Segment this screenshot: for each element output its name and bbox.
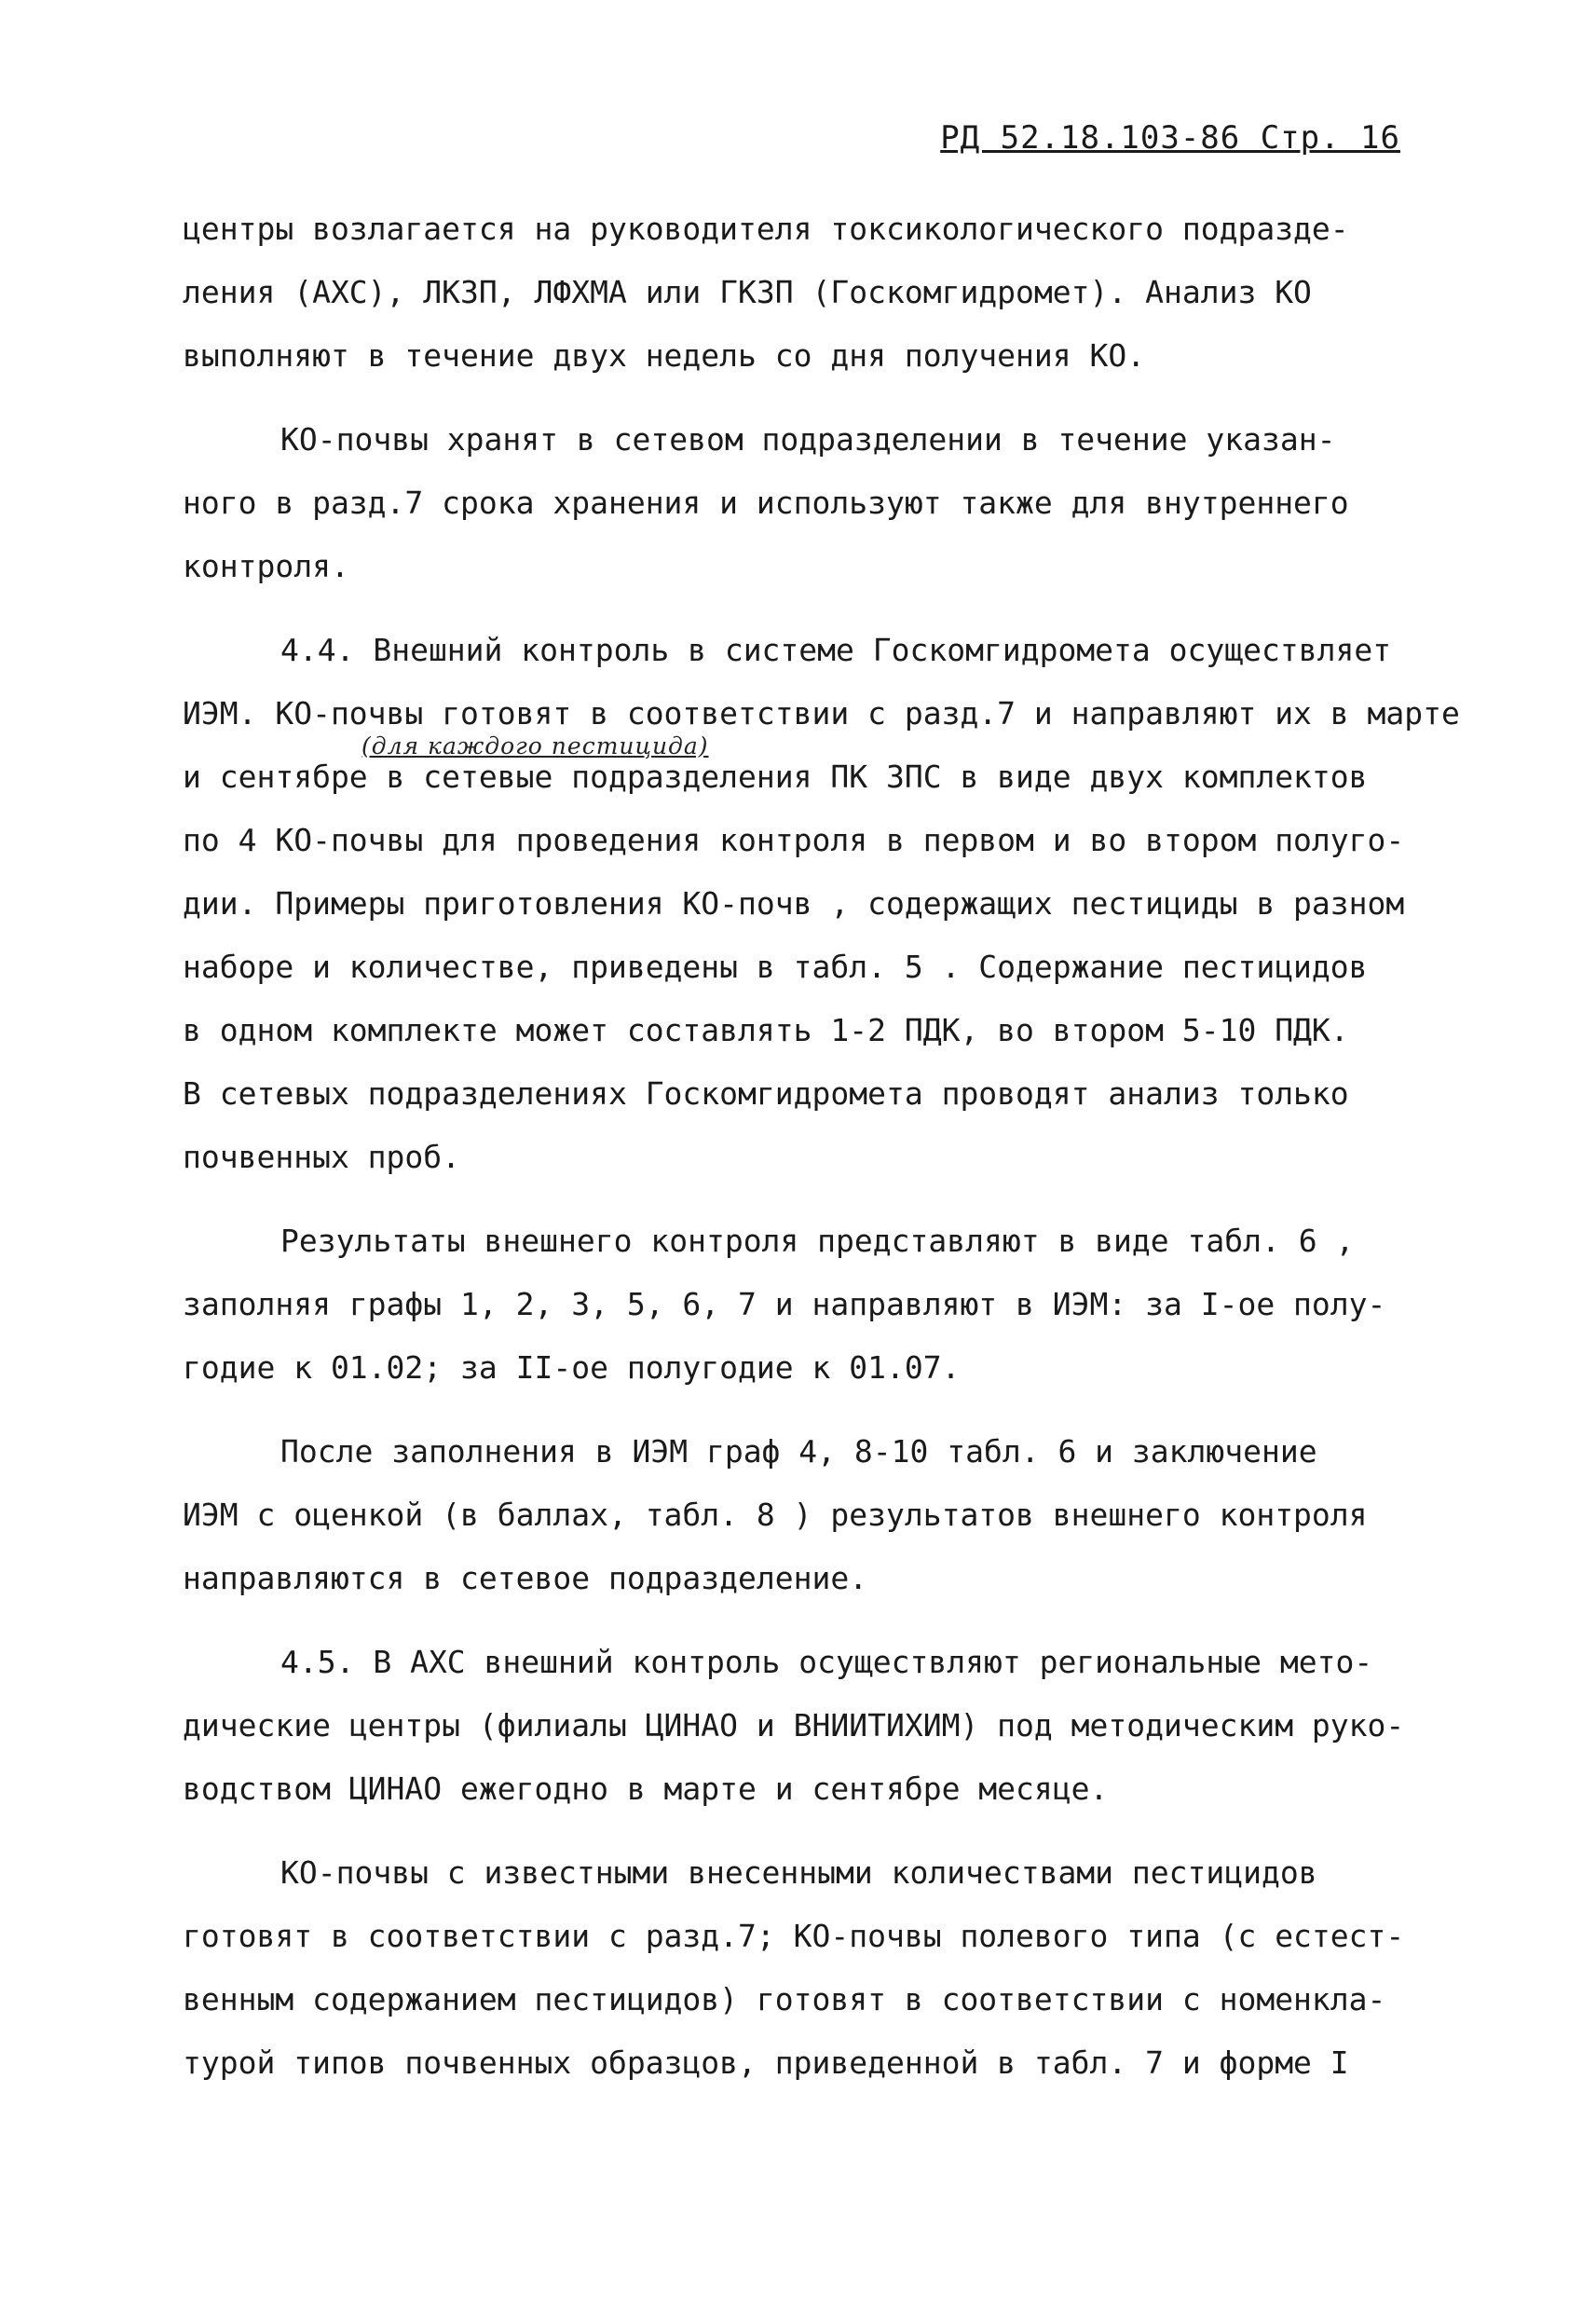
text-line: ного в разд.7 срока хранения и используют также для внутреннего xyxy=(183,485,1349,521)
paragraph-start: Результаты внешнего контроля представляют в виде табл. 6 , xyxy=(280,1223,1355,1259)
text-line: по 4 КО-почвы для проведения контроля в первом и во втором полуго- xyxy=(183,822,1405,858)
text-line: наборе и количестве, приведены в табл. 5 . Содержание пестицидов xyxy=(183,949,1368,985)
text-line: годие к 01.02; за II-ое полугодие к 01.07. xyxy=(183,1349,961,1386)
text-line: ИЭМ с оценкой (в баллах, табл. 8 ) результатов внешнего контроля xyxy=(183,1497,1368,1533)
text-line: и сентябре в сетевые подразделения ПК ЗПС в виде двух комплектов xyxy=(183,759,1368,795)
section-4-5-start: 4.5. В АХС внешний контроль осуществляют региональные мето- xyxy=(280,1644,1373,1680)
text-line: дии. Примеры приготовления КО-почв , содержащих пестициды в разном xyxy=(183,885,1405,922)
text-line: дические центры (филиалы ЦИНАО и ВНИИТИХИМ) под методическим руко- xyxy=(183,1707,1405,1744)
text-line: водством ЦИНАО ежегодно в марте и сентябре месяце. xyxy=(183,1771,1109,1807)
text-line: ления (АХС), ЛКЗП, ЛФХМА или ГКЗП (Госкомгидромет). Анализ КО xyxy=(183,274,1312,310)
text-line: контроля. xyxy=(183,548,349,584)
text-line: выполняют в течение двух недель со дня получения КО. xyxy=(183,337,1146,374)
text-line: направляются в сетевое подразделение. xyxy=(183,1560,868,1596)
paragraph-start: После заполнения в ИЭМ граф 4, 8-10 табл. 6 и заключение xyxy=(280,1433,1317,1470)
section-4-4-start: 4.4. Внешний контроль в системе Госкомгидромета осуществляет xyxy=(280,632,1392,668)
paragraph-start: КО-почвы хранят в сетевом подразделении в течение указан- xyxy=(280,421,1336,458)
text-line: в одном комплекте может составлять 1-2 ПДК, во втором 5-10 ПДК. xyxy=(183,1012,1349,1048)
text-line: турой типов почвенных образцов, приведенной в табл. 7 и форме I xyxy=(183,2044,1349,2081)
handwritten-note: (для каждого пестицида) xyxy=(361,732,709,759)
paragraph-start: КО-почвы с известными внесенными количествами пестицидов xyxy=(280,1854,1317,1891)
page-header: РД 52.18.103-86 Стр. 16 xyxy=(940,119,1400,157)
text-line: В сетевых подразделениях Госкомгидромета проводят анализ только xyxy=(183,1075,1349,1112)
text-line: готовят в соответствии с разд.7; КО-почвы полевого типа (с естест- xyxy=(183,1918,1405,1954)
text-line: почвенных проб. xyxy=(183,1139,461,1175)
body-text xyxy=(183,198,1460,2095)
text-line: венным содержанием пестицидов) готовят в соответствии с номенкла- xyxy=(183,1981,1386,2017)
text-line: центры возлагается на руководителя токсикологического подразде- xyxy=(183,211,1349,247)
text-line: заполняя графы 1, 2, 3, 5, 6, 7 и направляют в ИЭМ: за I-ое полу- xyxy=(183,1286,1386,1322)
text-line: ИЭМ. КО-почвы готовят в соответствии с разд.7 и направляют их в марте xyxy=(183,695,1460,732)
